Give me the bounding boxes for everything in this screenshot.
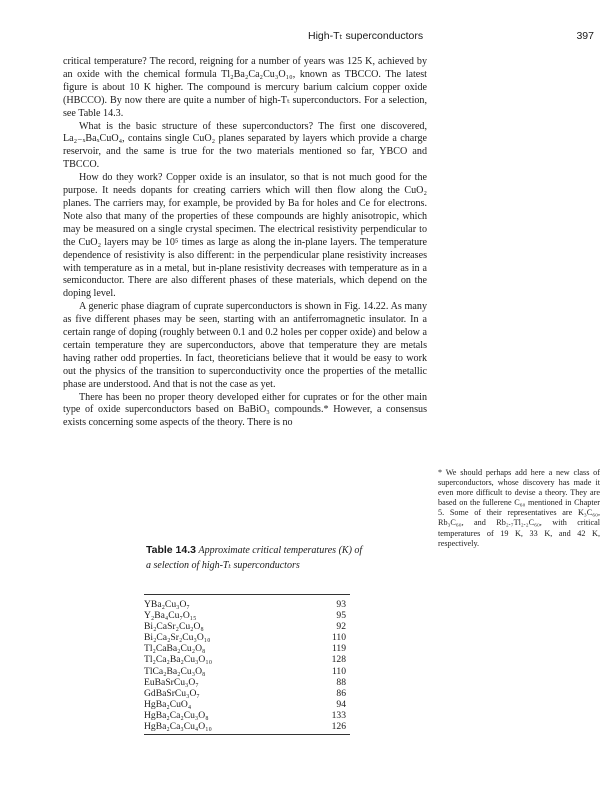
running-title: High-Tₜ superconductors: [308, 30, 424, 42]
table-row: [144, 710, 350, 721]
tc-cell: 110: [331, 632, 346, 644]
tc-cell: 133: [331, 709, 346, 721]
table-row: [144, 632, 350, 643]
table-row: [144, 699, 350, 710]
footnote: * We should perhaps add here a new class of superconductors, whose discovery has made it even more difficult to devise a theory. They are based on the fullerene C₆₀ mentioned in Chapter 5. Some of their representatives are K₃C₆₀, Rb₃C₆₀, and Rb₂.₇Tl₂.₂C₆₀, with critical temperatures of 19 K, 33 K, and 42 K, respectively.: [438, 468, 600, 548]
paragraph: critical temperature? The record, reigning for a number of years was 125 K, achieved by an oxide with the chemical formula Tl₂Ba₂Ca₂Cu₃O₁₀, known as TBCCO. The latest figure is about 10 K higher. The compound is mercury barium calcium copper oxide (HBCCO). By now there are quite a number of high-Tₜ superconductors. For a selection, see Table 14.3.: [63, 56, 427, 119]
compound-cell: Y₂Ba₄Cu₇O₁₅: [144, 610, 197, 622]
tc-cell: 110: [331, 665, 346, 677]
table-row: [144, 610, 350, 621]
tc-cell: 95: [336, 610, 346, 622]
tc-cell: 128: [331, 654, 346, 666]
compound-cell: Tl₂CaBa₂Cu₂O₈: [144, 643, 206, 655]
compound-cell: Bi₂CaSr₂Cu₂O₈: [144, 621, 204, 633]
compound-cell: YBa₂Cu₃O₇: [144, 599, 190, 610]
table-bottom-rule: [144, 734, 350, 735]
tc-cell: 86: [336, 687, 346, 699]
paragraph: What is the basic structure of these superconductors? The first one discovered, La₂₋ₓBaₓCuO₄, contains single CuO₂ planes separated by layers which provide a charge reservoir, and the same is true for the two materials mentioned so far, YBCO and TBCCO.: [63, 120, 427, 171]
main-text-column: [63, 56, 427, 430]
data-table: [144, 599, 350, 732]
table-row: [144, 621, 350, 632]
table-row: [144, 666, 350, 677]
tc-cell: 94: [336, 698, 346, 710]
paragraph: A generic phase diagram of cuprate superconductors is shown in Fig. 14.22. As many as five different phases may be seen, starting with an antiferromagnetic insulator. In a certain range of doping (roughly between 0.1 and 0.2 holes per copper oxide) and below a certain temperature they are superconductors, above that temperature they are metals having rather odd properties. In fact, theoreticians believe that it would be easy to work out the physics of the transition to superconductivity once the properties of the metallic phase are understood. And that is not the case as yet.: [63, 301, 427, 390]
table-row: [144, 654, 350, 665]
critical-temperature-table: [144, 594, 350, 735]
tc-cell: 119: [331, 643, 346, 655]
table-row: [144, 677, 350, 688]
compound-cell: EuBaSrCu₃O₇: [144, 676, 199, 688]
compound-cell: Bi₂Ca₂Sr₂Cu₃O₁₀: [144, 632, 211, 644]
table-caption: [146, 543, 364, 573]
paragraph: There has been no proper theory developed either for cuprates or for the other main type of oxide superconductors based on BaBiO₃ compounds.* However, a consensus exists concerning some aspects of the theory. There is no: [63, 391, 427, 429]
compound-cell: HgBa₂Ca₃Cu₄O₁₀: [144, 721, 212, 733]
tc-cell: 93: [336, 599, 346, 610]
page-number: 397: [576, 30, 594, 42]
running-header: [60, 30, 600, 46]
tc-cell: 88: [336, 676, 346, 688]
table-top-rule: [144, 594, 350, 595]
paragraph: How do they work? Copper oxide is an insulator, so that is not much good for the purpose. It needs dopants for creating carriers which will then flow along the CuO₂ planes. The carriers may, for example, be provided by Ba for holes and Ce for electrons. Note also that many of the properties of these compounds are highly anisotropic, which may be measured on a single crystal specimen. The electrical resistivity perpendicular to the CuO₂ layers may be 10⁵ times as large as along the in-plane layers. The temperature dependence of resistivity is also different: in the perpendicular plane resistivity increases with temperature as in a metal, but in-plane resistivity decreases with temperature as in a semiconductor. There are also different phases of these materials, which depend on the doping level.: [63, 172, 427, 300]
tc-cell: 126: [331, 721, 346, 733]
table-row: [144, 643, 350, 654]
compound-cell: TlCa₂Ba₂Cu₃O₈: [144, 665, 206, 677]
table-label: Table 14.3: [146, 544, 196, 556]
compound-cell: Tl₂Ca₂Ba₂Cu₃O₁₀: [144, 654, 213, 666]
compound-cell: GdBaSrCu₃O₇: [144, 687, 200, 699]
table-row: [144, 599, 350, 610]
table-row: [144, 688, 350, 699]
tc-cell: 92: [336, 621, 346, 633]
compound-cell: HgBa₂CuO₄: [144, 698, 192, 710]
table-caption-text: Approximate critical temperatures (K) of a selection of high-Tₜ superconductors: [146, 545, 363, 571]
table-row: [144, 721, 350, 732]
compound-cell: HgBa₂Ca₂Cu₃O₈: [144, 709, 209, 721]
